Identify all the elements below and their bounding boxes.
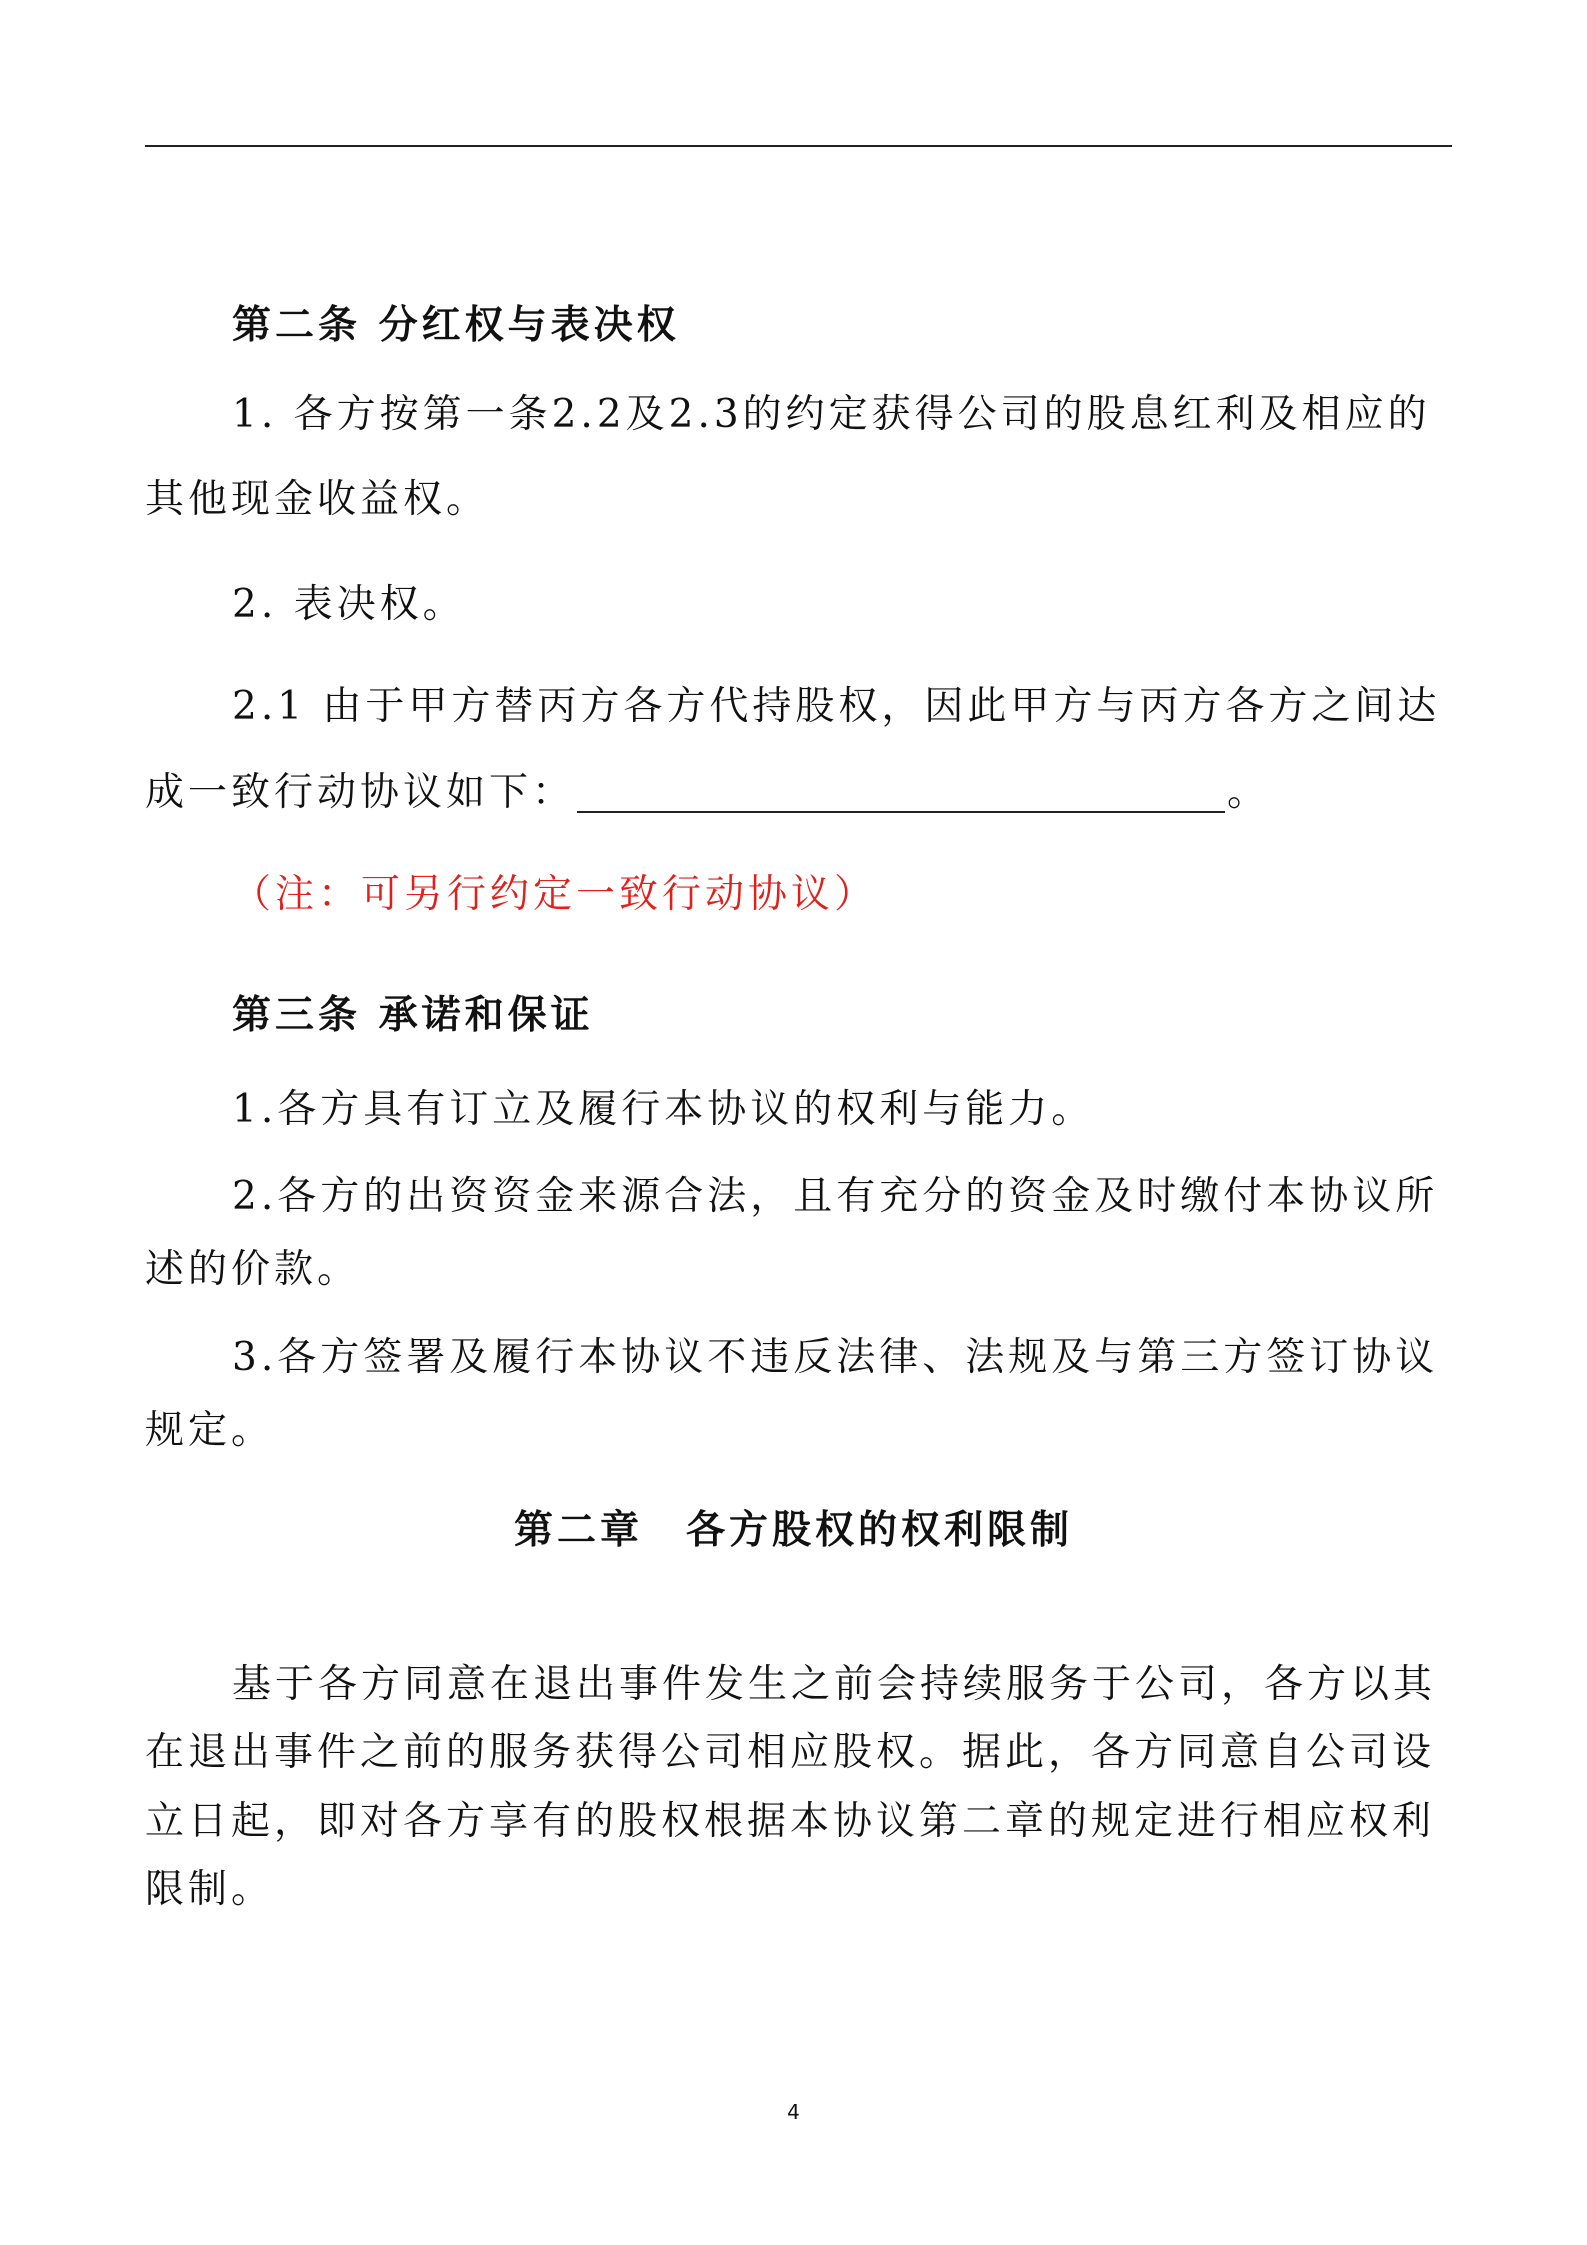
page-number: 4 [787,2100,800,2124]
header-rule [145,145,1452,147]
article-2-item-1-line-1: 1. 各方按第一条2.2及2.3的约定获得公司的股息红利及相应的 [232,392,1431,437]
article-2-item-2: 2. 表决权。 [232,582,466,627]
article-2-item-2-1-line-2 [145,768,1455,818]
chapter-2-title: 第二章 各方股权的权利限制 [513,1507,1073,1553]
article-3-heading: 第三条 承诺和保证 [232,992,594,1038]
article-3-item-3-line-2: 规定。 [145,1408,275,1453]
article-3-item-1: 1.各方具有订立及履行本协议的权利与能力。 [232,1087,1095,1132]
chapter-2-paragraph-line-4: 限制。 [145,1867,275,1912]
article-3-item-2-line-1: 2.各方的出资资金来源合法，且有充分的资金及时缴付本协议所 [232,1174,1439,1219]
item-2-1-suffix: 。 [1227,770,1271,815]
chapter-2-paragraph-line-2: 在退出事件之前的服务获得公司相应股权。据此，各方同意自公司设 [145,1730,1436,1775]
article-2-item-2-1-line-1: 2.1 由于甲方替丙方各方代持股权，因此甲方与丙方各方之间达 [232,684,1441,729]
article-2-note: （注：可另行约定一致行动协议） [232,872,878,917]
item-2-1-prefix: 成一致行动协议如下： [145,770,576,815]
article-2-item-1-line-2: 其他现金收益权。 [145,477,490,522]
article-2-heading: 第二条 分红权与表决权 [232,302,680,348]
fill-in-blank [577,811,1225,813]
article-3-item-3-line-1: 3.各方签署及履行本协议不违反法律、法规及与第三方签订协议 [232,1335,1439,1380]
chapter-2-paragraph-line-3: 立日起，即对各方享有的股权根据本协议第二章的规定进行相应权利 [145,1799,1436,1844]
article-3-item-2-line-2: 述的价款。 [145,1247,361,1292]
chapter-2-paragraph-line-1: 基于各方同意在退出事件发生之前会持续服务于公司，各方以其 [232,1662,1437,1707]
